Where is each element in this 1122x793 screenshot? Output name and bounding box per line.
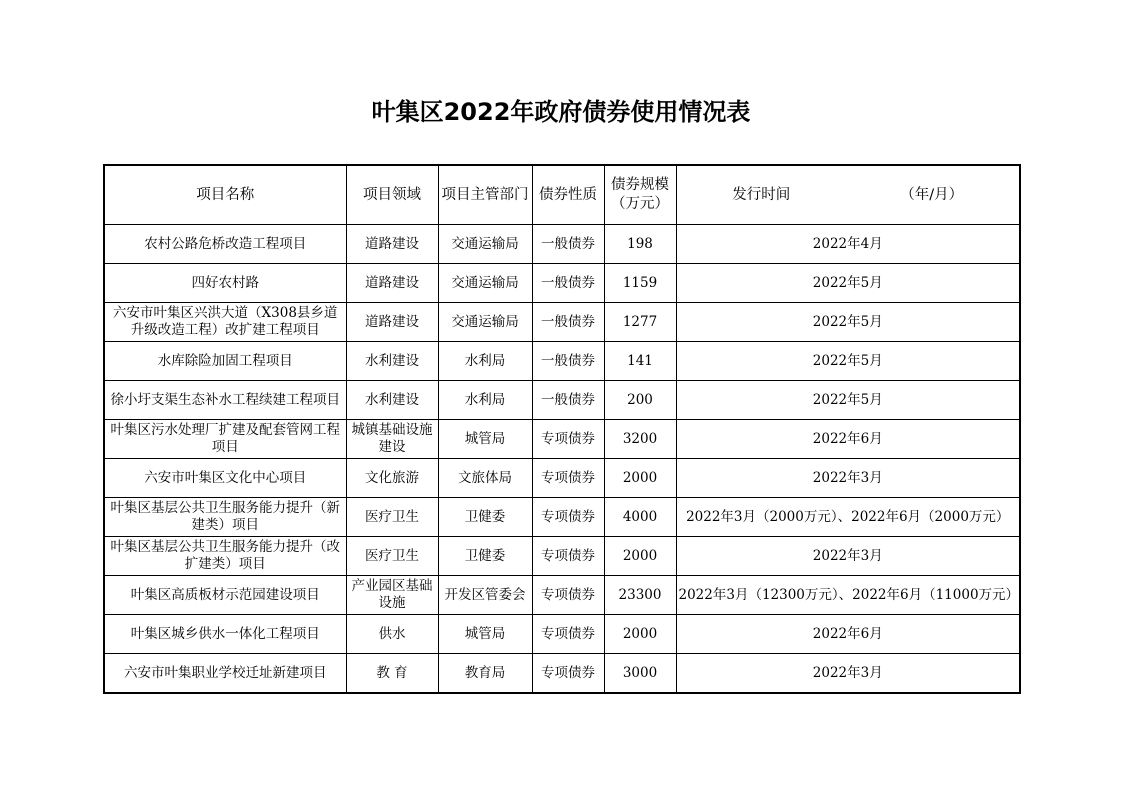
cell-bond-scale: 3200 — [604, 420, 676, 459]
cell-bond-type: 一般债券 — [532, 342, 604, 381]
cell-issue-time: 2022年5月 — [676, 342, 1020, 381]
cell-bond-type: 一般债券 — [532, 264, 604, 303]
cell-issue-time: 2022年3月 — [676, 537, 1020, 576]
cell-department: 水利局 — [438, 342, 532, 381]
cell-bond-scale: 3000 — [604, 654, 676, 694]
table-row — [104, 381, 1020, 420]
cell-issue-time: 2022年3月（2000万元）、2022年6月（2000万元） — [676, 498, 1020, 537]
cell-project-field: 文化旅游 — [346, 459, 438, 498]
table-row — [104, 420, 1020, 459]
table-row — [104, 537, 1020, 576]
cell-issue-time: 2022年3月（12300万元）、2022年6月（11000万元） — [676, 576, 1020, 615]
cell-bond-type: 专项债券 — [532, 420, 604, 459]
table-row — [104, 303, 1020, 342]
page-title: 叶集区2022年政府债券使用情况表 — [371, 98, 751, 126]
cell-bond-type: 专项债券 — [532, 654, 604, 694]
cell-bond-scale: 4000 — [604, 498, 676, 537]
table-row — [104, 342, 1020, 381]
table-row — [104, 264, 1020, 303]
cell-bond-scale: 23300 — [604, 576, 676, 615]
bond-usage-table — [103, 164, 1021, 694]
table-row — [104, 498, 1020, 537]
cell-issue-time: 2022年5月 — [676, 381, 1020, 420]
header-bond-scale: 债券规模（万元） — [604, 165, 676, 225]
cell-project-name: 六安市叶集职业学校迁址新建项目 — [104, 654, 346, 694]
table-row — [104, 576, 1020, 615]
cell-department: 交通运输局 — [438, 225, 532, 264]
cell-issue-time: 2022年3月 — [676, 459, 1020, 498]
cell-project-field: 水利建设 — [346, 342, 438, 381]
cell-project-name: 叶集区高质板材示范园建设项目 — [104, 576, 346, 615]
cell-issue-time: 2022年6月 — [676, 615, 1020, 654]
cell-project-name: 叶集区基层公共卫生服务能力提升（改扩建类）项目 — [104, 537, 346, 576]
cell-issue-time: 2022年5月 — [676, 264, 1020, 303]
cell-department: 卫健委 — [438, 498, 532, 537]
cell-department: 水利局 — [438, 381, 532, 420]
table-row — [104, 615, 1020, 654]
cell-department: 交通运输局 — [438, 303, 532, 342]
cell-department: 交通运输局 — [438, 264, 532, 303]
cell-project-name: 徐小圩支渠生态补水工程续建工程项目 — [104, 381, 346, 420]
cell-department: 城管局 — [438, 615, 532, 654]
cell-project-name: 叶集区污水处理厂扩建及配套管网工程项目 — [104, 420, 346, 459]
cell-bond-scale: 2000 — [604, 459, 676, 498]
cell-project-field: 医疗卫生 — [346, 498, 438, 537]
cell-bond-type: 一般债券 — [532, 303, 604, 342]
table-row — [104, 459, 1020, 498]
cell-bond-type: 专项债券 — [532, 576, 604, 615]
header-issue-time-label: 发行时间 — [732, 186, 791, 203]
cell-project-name: 农村公路危桥改造工程项目 — [104, 225, 346, 264]
cell-bond-scale: 141 — [604, 342, 676, 381]
cell-project-field: 医疗卫生 — [346, 537, 438, 576]
cell-project-field: 道路建设 — [346, 303, 438, 342]
cell-bond-type: 一般债券 — [532, 381, 604, 420]
table-header-row — [104, 165, 1020, 225]
cell-bond-scale: 2000 — [604, 615, 676, 654]
cell-project-field: 水利建设 — [346, 381, 438, 420]
cell-issue-time: 2022年3月 — [676, 654, 1020, 694]
cell-project-field: 道路建设 — [346, 264, 438, 303]
header-project-name: 项目名称 — [104, 165, 346, 225]
cell-project-name: 四好农村路 — [104, 264, 346, 303]
cell-bond-scale: 2000 — [604, 537, 676, 576]
header-issue-time-unit: （年/月） — [900, 186, 964, 203]
cell-bond-scale: 198 — [604, 225, 676, 264]
cell-department: 卫健委 — [438, 537, 532, 576]
header-issue-time — [676, 165, 1020, 225]
cell-bond-scale: 1277 — [604, 303, 676, 342]
cell-project-field: 城镇基础设施建设 — [346, 420, 438, 459]
table-row — [104, 654, 1020, 694]
cell-bond-type: 专项债券 — [532, 615, 604, 654]
cell-issue-time: 2022年4月 — [676, 225, 1020, 264]
cell-bond-type: 专项债券 — [532, 498, 604, 537]
cell-department: 教育局 — [438, 654, 532, 694]
header-bond-type: 债券性质 — [532, 165, 604, 225]
cell-bond-scale: 200 — [604, 381, 676, 420]
table-row — [104, 225, 1020, 264]
cell-project-field: 产业园区基础设施 — [346, 576, 438, 615]
cell-project-name: 叶集区基层公共卫生服务能力提升（新建类）项目 — [104, 498, 346, 537]
cell-bond-type: 专项债券 — [532, 459, 604, 498]
cell-issue-time: 2022年5月 — [676, 303, 1020, 342]
cell-bond-type: 专项债券 — [532, 537, 604, 576]
cell-issue-time: 2022年6月 — [676, 420, 1020, 459]
header-project-field: 项目领域 — [346, 165, 438, 225]
cell-bond-type: 一般债券 — [532, 225, 604, 264]
cell-project-name: 水库除险加固工程项目 — [104, 342, 346, 381]
cell-project-name: 六安市叶集区兴洪大道（X308县乡道升级改造工程）改扩建工程项目 — [104, 303, 346, 342]
cell-department: 开发区管委会 — [438, 576, 532, 615]
cell-project-name: 六安市叶集区文化中心项目 — [104, 459, 346, 498]
cell-department: 文旅体局 — [438, 459, 532, 498]
cell-project-name: 叶集区城乡供水一体化工程项目 — [104, 615, 346, 654]
cell-project-field: 教 育 — [346, 654, 438, 694]
cell-bond-scale: 1159 — [604, 264, 676, 303]
cell-project-field: 供水 — [346, 615, 438, 654]
cell-project-field: 道路建设 — [346, 225, 438, 264]
cell-department: 城管局 — [438, 420, 532, 459]
header-department: 项目主管部门 — [438, 165, 532, 225]
